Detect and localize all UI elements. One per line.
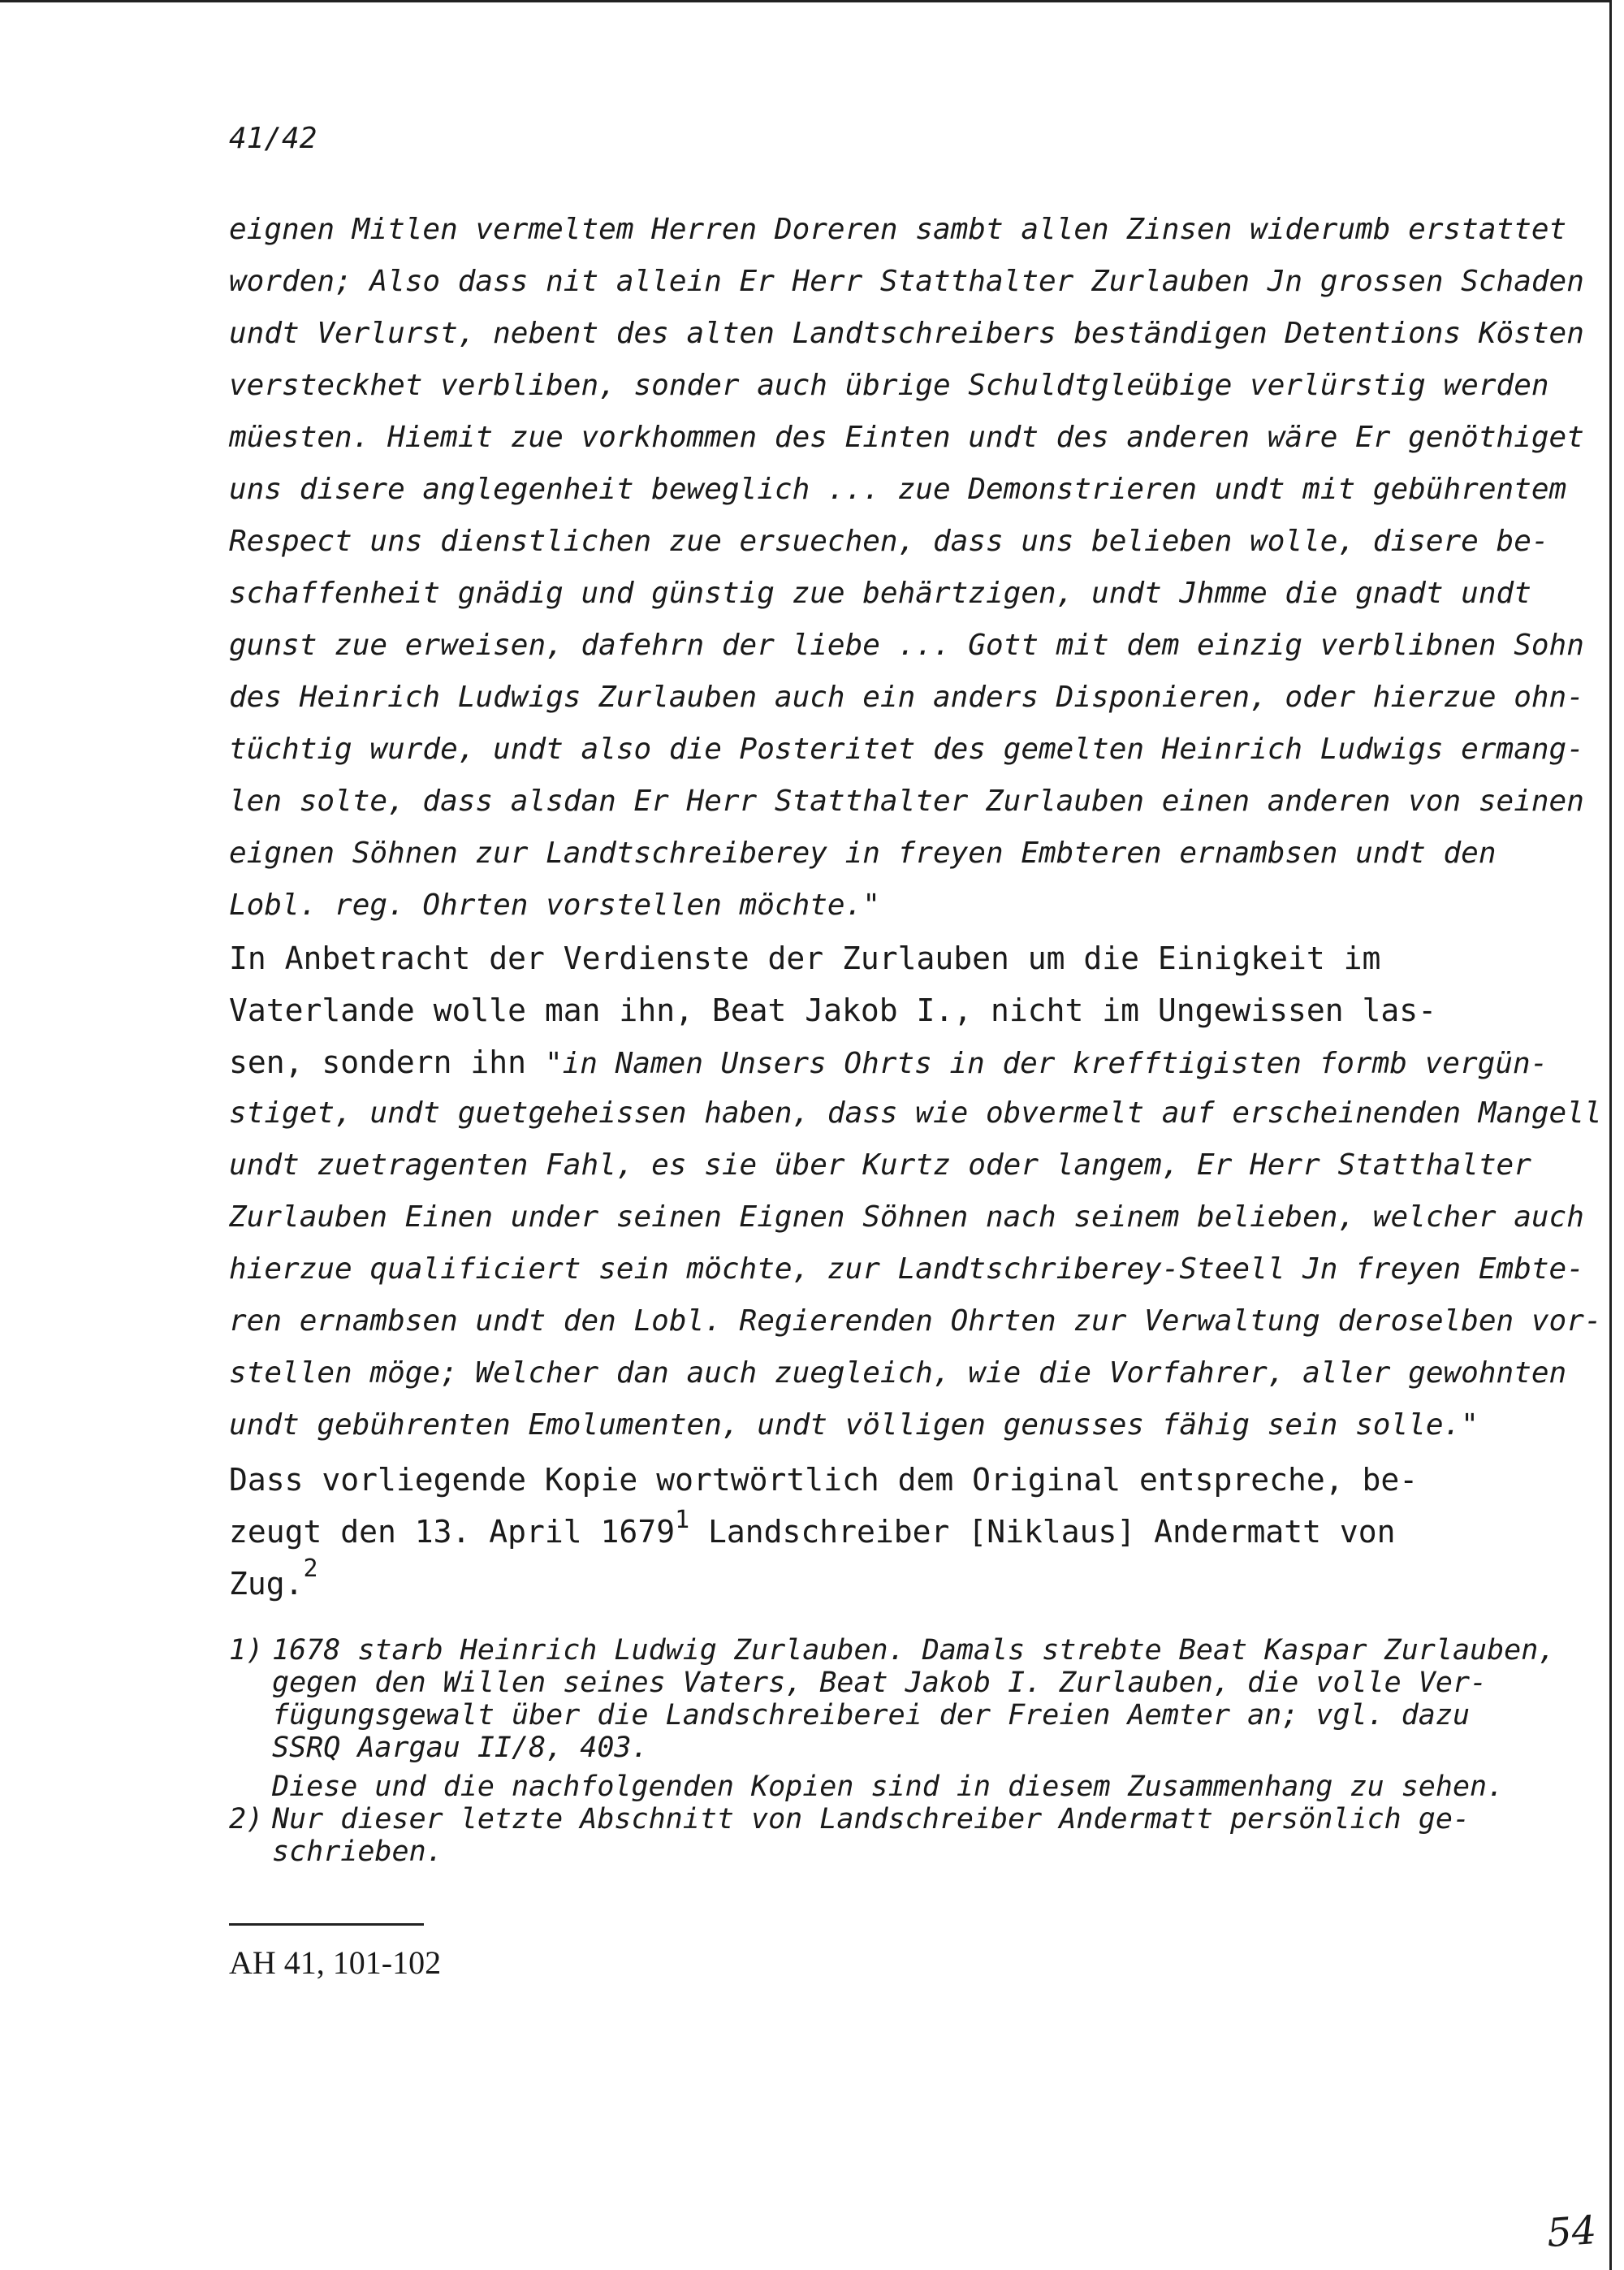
body-line: Dass vorliegende Kopie wortwörtlich dem Original entspreche, be- <box>229 1462 1419 1498</box>
page-number: 41/42 <box>229 122 317 155</box>
body-line-mixed <box>229 1044 1548 1080</box>
quote-line: Lobl. reg. Ohrten vorstellen möchte." <box>229 889 880 922</box>
footnote-line: Nur dieser letzte Abschnitt von Landschreiber Andermatt persönlich ge- <box>272 1803 1471 1835</box>
quote-line: uns disere anglegenheit beweglich ... zue Demonstrieren undt mit gebührentem <box>229 473 1567 506</box>
footnote-line: SSRQ Aargau II/8, 403. <box>272 1732 649 1764</box>
quote-text: "in Namen Unsers Ohrts in der krefftigisten formb vergün- <box>544 1047 1548 1080</box>
quote-line: stiget, undt guetgeheissen haben, dass wie obvermelt auf erscheinenden Mangell <box>229 1096 1602 1130</box>
quote-line: schaffenheit gnädig und günstig zue behärtzigen, undt Jhmme die gnadt undt <box>229 577 1531 610</box>
body-line: In Anbetracht der Verdienste der Zurlauben um die Einigkeit im <box>229 940 1381 976</box>
footnote-line: 1678 starb Heinrich Ludwig Zurlauben. Damals strebte Beat Kaspar Zurlauben, <box>272 1634 1556 1667</box>
page-border-right <box>1609 0 1612 2270</box>
body-text: sen, sondern ihn <box>229 1044 545 1080</box>
quote-line: ren ernambsen undt den Lobl. Regierenden Ohrten zur Verwaltung deroselben vor- <box>229 1304 1602 1338</box>
footnote-label: 2) <box>229 1803 264 1835</box>
footnote-ref: 1 <box>675 1506 690 1534</box>
quote-line: eignen Söhnen zur Landtschreiberey in freyen Embteren ernambsen undt den <box>229 837 1497 870</box>
quote-line: undt gebührenten Emolumenten, undt völligen genusses fähig sein solle." <box>229 1408 1479 1442</box>
body-text: Landschreiber [Niklaus] Andermatt von <box>689 1514 1396 1550</box>
quote-line: hierzue qualificiert sein möchte, zur Landtschriberey-Steell Jn freyen Embte- <box>229 1252 1584 1286</box>
body-line <box>229 1554 318 1602</box>
quote-line: Zurlauben Einen under seinen Eignen Söhnen nach seinem belieben, welcher auch <box>229 1200 1584 1234</box>
footnote-line: gegen den Willen seines Vaters, Beat Jakob I. Zurlauben, die volle Ver- <box>272 1667 1488 1699</box>
footnote-line: fügungsgewalt über die Landschreiberei der Freien Aemter an; vgl. dazu <box>272 1699 1471 1732</box>
page-border-top <box>0 0 1612 2</box>
body-text: zeugt den 13. April 1679 <box>229 1514 676 1550</box>
body-line <box>229 1506 1396 1550</box>
quote-line: undt zuetragenten Fahl, es sie über Kurtz oder langem, Er Herr Statthalter <box>229 1148 1531 1182</box>
quote-line: worden; Also dass nit allein Er Herr Statthalter Zurlauben Jn grossen Schaden <box>229 265 1584 298</box>
footnote-divider <box>229 1923 424 1926</box>
footnote-label: 1) <box>229 1634 264 1667</box>
quote-line: des Heinrich Ludwigs Zurlauben auch ein anders Disponieren, oder hierzue ohn- <box>229 681 1584 714</box>
footnote-line: schrieben. <box>272 1835 443 1868</box>
footnote-ref: 2 <box>303 1554 318 1583</box>
quote-line: gunst zue erweisen, dafehrn der liebe ... Gott mit dem einzig verblibnen Sohn <box>229 629 1584 662</box>
quote-line: stellen möge; Welcher dan auch zuegleich, wie die Vorfahrer, aller gewohnten <box>229 1356 1567 1390</box>
quote-line: versteckhet verbliben, sonder auch übrige Schuldtgleübige verlürstig werden <box>229 369 1549 402</box>
quote-line: müesten. Hiemit zue vorkhommen des Einten undt des anderen wäre Er genöthiget <box>229 421 1584 454</box>
body-line: Vaterlande wolle man ihn, Beat Jakob I., nicht im Ungewissen las- <box>229 992 1437 1028</box>
quote-line: tüchtig wurde, undt also die Posteritet des gemelten Heinrich Ludwigs ermang- <box>229 733 1584 766</box>
footnote-line: Diese und die nachfolgenden Kopien sind in diesem Zusammenhang zu sehen. <box>272 1771 1505 1803</box>
quote-line: len solte, dass alsdan Er Herr Statthalter Zurlauben einen anderen von seinen <box>229 785 1584 818</box>
quote-line: Respect uns dienstlichen zue ersuechen, dass uns belieben wolle, disere be- <box>229 525 1549 558</box>
body-text: Zug. <box>229 1566 304 1602</box>
quote-line: undt Verlurst, nebent des alten Landtschreibers beständigen Detentions Kösten <box>229 317 1584 350</box>
archive-number-handwritten: 54 <box>1545 2207 1598 2257</box>
quote-line: eignen Mitlen vermeltem Herren Doreren sambt allen Zinsen widerumb erstattet <box>229 213 1567 246</box>
source-reference: AH 41, 101-102 <box>229 1944 442 1981</box>
